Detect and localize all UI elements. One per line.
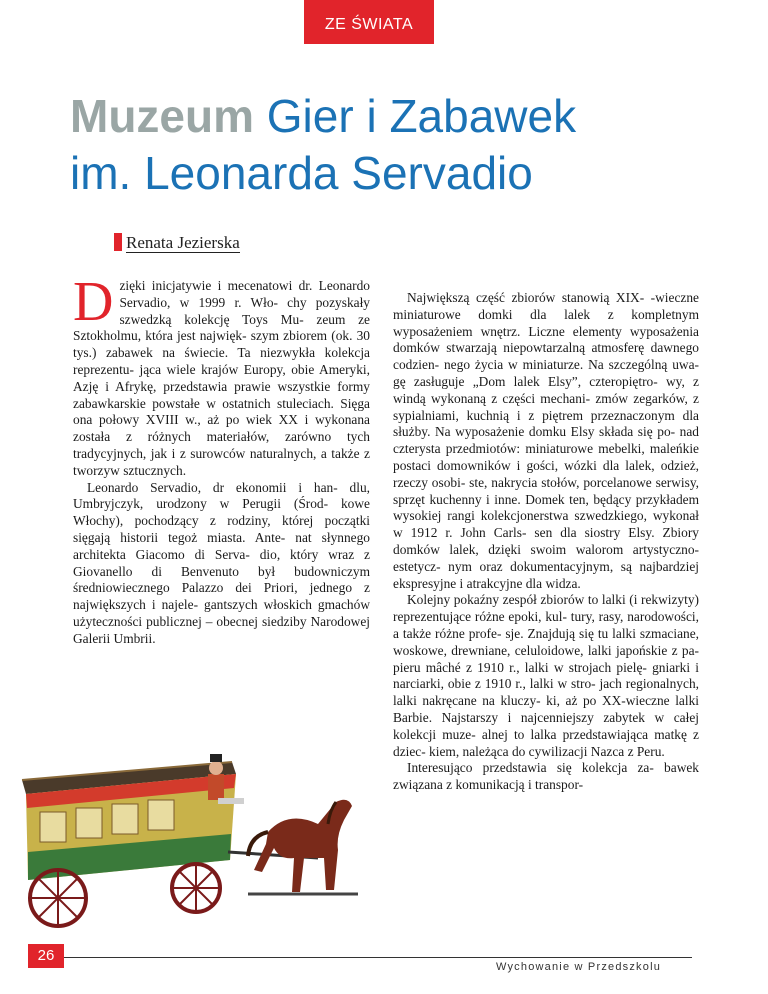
article-subtitle: im. Leonarda Servadio (70, 147, 533, 199)
footer-rule (28, 957, 692, 958)
paragraph: Leonardo Servadio, dr ekonomii i han- dlu, Umbryjczyk, urodzony w Perugii (Środ- kowe Włochy), pochodzący z rodziny, której początki sięgają historii tegoż miasta. Ante- nat słynnego architekta Giacomo di Serva- dio, który wraz z Giovanello di Benvenuto był budowniczym średniowiecznego Palazzo dei Priori, jednego z największych i najele- gantszych włoskich gmachów użyteczności publicznej – obecnej siedziby Narodowej Galerii Umbrii. (73, 479, 370, 646)
paragraph-text: zięki inicjatywie i mecenatowi dr. Leonardo Servadio, w 1999 r. Wło- chy pozyskały szwedzką kolekcję Toys Mu- zeum ze Sztokholmu, która jest najwięk- szym zbiorem (ok. 30 tys.) zabawek na świecie. Ta niezwykła kolekcja reprezentu- jąca wiele krajów Europy, obie Ameryki, Azję i Afrykę, przedstawia prawie wszystkie formy zabawkarskie powstałe w ostatnich stuleciach. Sięga ona połowy XVIII w., aż po wiek XX i wykonana została z różnych materiałów, zarówno tych tradycyjnych, jak i z surowców naturalnych, a także z tworzyw sztucznych. (73, 278, 370, 478)
title-rest: Gier i Zabawek (266, 90, 577, 142)
section-tag: ZE ŚWIATA (304, 0, 434, 44)
page-number: 26 (28, 944, 64, 968)
text-column-left (73, 271, 370, 648)
journal-name: Wychowanie w Przedszkolu (496, 961, 662, 973)
author-name: Renata Jezierska (126, 233, 240, 252)
author-marker (114, 233, 122, 251)
title-word-museum: Muzeum (70, 90, 254, 142)
paragraph (73, 271, 370, 480)
paragraph: Interesująco przedstawia się kolekcja za- bawek związana z komunikacją i transpor- (393, 760, 699, 793)
toy-horse-tram-illustration (18, 740, 362, 940)
text-column-right (393, 290, 699, 794)
author-line (114, 232, 240, 254)
drop-cap: D (73, 271, 114, 333)
article-title (70, 88, 576, 144)
paragraph: Największą część zbiorów stanowią XIX- -wieczne miniaturowe domki dla lalek z kompletnym wyposażeniem wnętrz. Liczne elementy wyposażenia domków stwarzają niepowtarzalną atmosferę dawnego codzien- nego życia w miniaturze. Na szczególną uwa- gę zasługuje „Dom lalek Elsy”, czteropiętro- wy, z windą wykonaną z części mechani- zmów zegarków, z sypialniami, kuchnią i z piętrem przeznaczonym dla służby. Na wyposażenie domku Elsy składa się po- nad czterysta przedmiotów: miniaturowe mebelki, maleńkie postaci domowników i gości, wózki dla lalek, odzież, rzeczy osobi- ste, nakrycia stołów, porcelanowe serwisy, sprzęt kuchenny i inne. Domek ten, będący przykładem wysokiej rangi kolekcjonerstwa szwedzkiego, wykonał w 1912 r. John Carls- sen dla siostry Elsy. Zbiory domków lalek, dzięki swoim walorom artystyczno-estetycz- nym oraz dokumentacyjnym, są najbardziej ekspresyjne i atrakcyjne dla widza. (393, 290, 699, 591)
paragraph: Kolejny pokaźny zespół zbiorów to lalki (i rekwizyty) reprezentujące różne epoki, kul- tury, rasy, narodowości, a także różne profe- sje. Znajdują się tu lalki szmaciane, woskowe, drewniane, celuloidowe, lalki japońskie z pa- pieru mâché z 1910 r., lalki w strojach pielę- gniarki i narciarki, obie z 1910 r., lalki w stro- jach regionalnych, lalki nakręcane na kluczy- ki, aż po XX-wieczne lalki Barbie. Najstarszy i najcenniejszy zabytek w całej kolekcji muze- alnej to lalka przedstawiająca matkę z dziec- kiem, należąca do cywilizacji Nazca z Peru. (393, 592, 699, 759)
